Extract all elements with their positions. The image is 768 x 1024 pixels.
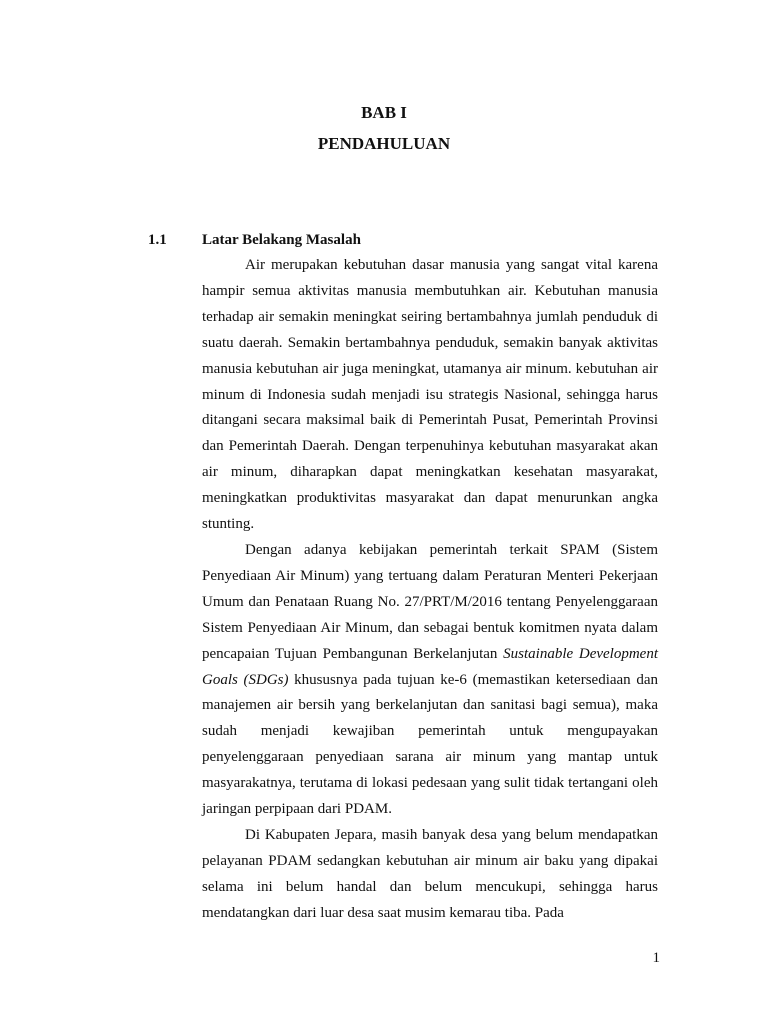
paragraph-3: Di Kabupaten Jepara, masih banyak desa yang belum mendapatkan pelayanan PDAM sedangkan kebutuhan air minum air baku yang dipakai selama ini belum handal dan belum mencukupi, sehingga harus mendatangkan dari luar desa saat musim kemarau tiba. Pada xyxy=(202,826,658,921)
section-title: Latar Belakang Masalah xyxy=(202,232,361,248)
paragraph-2-text-start: Dengan adanya kebijakan pemerintah terkait SPAM (Sistem Penyediaan Air Minum) yang tertuang dalam Peraturan Menteri Pekerjaan Umum dan Penataan Ruang No. 27/PRT/M/2016 tentang Penyelenggaraan Sistem Penyediaan Air Minum, dan sebagai bentuk komitmen nyata dalam pencapaian Tujuan Pembangunan Berkelanjutan xyxy=(202,541,658,662)
paragraph-2 xyxy=(202,538,658,823)
chapter-heading: BAB I xyxy=(361,103,407,122)
chapter-title: PENDAHULUAN xyxy=(317,134,451,153)
section-number: 1.1 xyxy=(148,232,167,248)
paragraph-1: Air merupakan kebutuhan dasar manusia yang sangat vital karena hampir semua aktivitas manusia membutuhkan air. Kebutuhan manusia terhadap air semakin meningkat seiring bertambahnya jumlah penduduk di suatu daerah. Semakin bertambahnya penduduk, semakin banyak aktivitas manusia kebutuhan air juga meningkat, utamanya air minum. kebutuhan air minum di Indonesia sudah menjadi isu strategis Nasional, sehingga harus ditangani secara maksimal baik di Pemerintah Pusat, Pemerintah Provinsi dan Pemerintah Daerah. Dengan terpenuhinya kebutuhan masyarakat akan air minum, diharapkan dapat meningkatkan kesehatan masyarakat, meningkatkan produktivitas masyarakat dan dapat menurunkan angka stunting. xyxy=(202,257,658,533)
paragraph-2-text-end: khususnya pada tujuan ke-6 (memastikan ketersediaan dan manajemen air bersih yang berkelanjutan dan sanitasi bagi semua), maka sudah menjadi kewajiban pemerintah untuk mengupayakan penyelenggaraan penyediaan sarana air minum yang mantap untuk masyarakatnya, terutama di lokasi pedesaan yang sulit tidak tertangani oleh jaringan perpipaan dari PDAM. xyxy=(202,671,658,818)
page-number: 1 xyxy=(652,950,660,966)
body-text xyxy=(202,253,658,927)
sdgs-italic-term: Sustainable Development Goals (SDGs) xyxy=(202,645,658,688)
